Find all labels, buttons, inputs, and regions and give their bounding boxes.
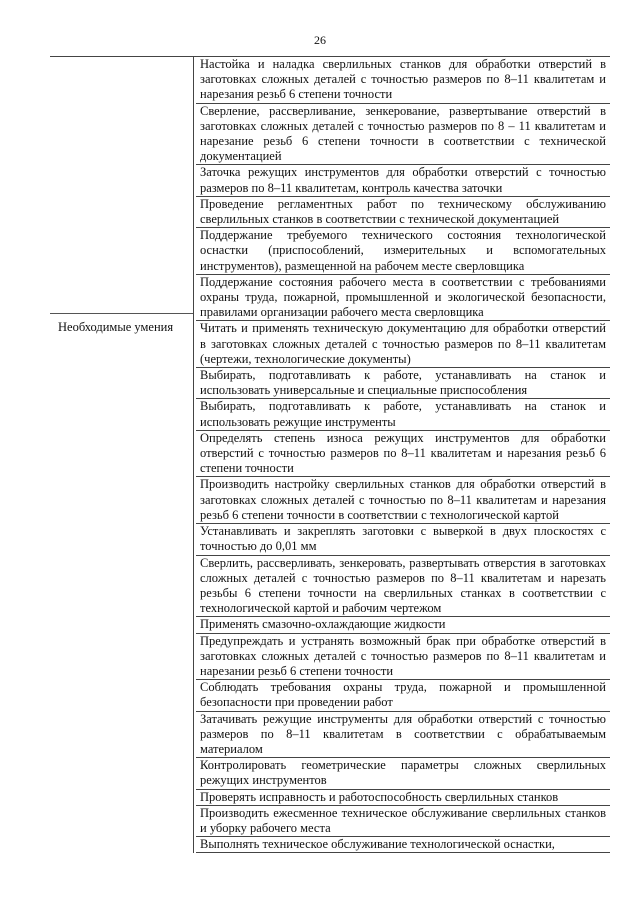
table-row: Поддержание состояния рабочего места в соответствии с требованиями охраны труда, пожарной, промышленной и экологической безопасности, правилами организации рабочего места сверловщика	[196, 275, 610, 322]
table-row: Сверлить, рассверливать, зенкеровать, развертывать отверстия в заготовках сложных деталей с точностью размеров по 8–11 квалитетам и нарезать резьбы 6 степени точности на сверлильных станках в соответствии с технологической картой и рабочим чертежом	[196, 556, 610, 618]
table-row: Выбирать, подготавливать к работе, устанавливать на станок и использовать режущие инструменты	[196, 399, 610, 430]
table-row: Читать и применять техническую документацию для обработки отверстий в заготовках сложных деталей с точностью размеров по 8–11 квалитетам (чертежи, технологические документы)	[196, 321, 610, 368]
label-column	[50, 57, 193, 853]
section-label-skills: Необходимые умения	[58, 320, 174, 334]
table-row: Определять степень износа режущих инструментов для обработки отверстий с точностью размеров по 8–11 квалитетам и нарезания резьб 6 степени точности	[196, 431, 610, 478]
table-row: Затачивать режущие инструменты для обработки отверстий с точностью размеров по 8–11 квалитетам в соответствии с обрабатываемым материалом	[196, 712, 610, 759]
table-row: Производить ежесменное техническое обслуживание сверлильных станков и уборку рабочего места	[196, 806, 610, 837]
table-row: Проведение регламентных работ по техническому обслуживанию сверлильных станков в соответствии с технической документацией	[196, 197, 610, 228]
table-row: Выбирать, подготавливать к работе, устанавливать на станок и использовать универсальные и специальные приспособления	[196, 368, 610, 399]
column-separator	[193, 57, 194, 853]
table-row: Производить настройку сверлильных станков для обработки отверстий в заготовках сложных деталей с точностью по 8–11 квалитетам и нарезания резьб 6 степени точности в соответствии с технологической картой	[196, 477, 610, 524]
table-row: Применять смазочно-охлаждающие жидкости	[196, 617, 610, 633]
table-row: Сверление, рассверливание, зенкерование, развертывание отверстий в заготовках сложных деталей с точностью размеров по 8 – 11 квалитетам и нарезание резьб 6 степени точности в соответствии с технической документацией	[196, 104, 610, 166]
table-row: Предупреждать и устранять возможный брак при обработке отверстий в заготовках сложных деталей с точностью размеров по 8–11 квалитетам и нарезании резьб 6 степени точности	[196, 634, 610, 681]
table-row: Настойка и наладка сверлильных станков для обработки отверстий в заготовках сложных деталей с точностью размеров по 8–11 квалитетам и нарезания резьб 6 степени точности	[196, 57, 610, 104]
page-number: 26	[314, 33, 326, 47]
table-row: Контролировать геометрические параметры сложных сверлильных режущих инструментов	[196, 758, 610, 789]
table-row: Выполнять техническое обслуживание технологической оснастки,	[196, 837, 610, 853]
table-row: Поддержание требуемого технического состояния технологической оснастки (приспособлений, измерительных и вспомогательных инструментов), размещенной на рабочем месте сверловщика	[196, 228, 610, 275]
table-row: Проверять исправность и работоспособность сверлильных станков	[196, 790, 610, 806]
table-rows	[196, 57, 610, 853]
section-divider	[50, 313, 193, 314]
table-row: Соблюдать требования охраны труда, пожарной и промышленной безопасности при проведении работ	[196, 680, 610, 711]
table-row: Устанавливать и закреплять заготовки с выверкой в двух плоскостях с точностью до 0,01 мм	[196, 524, 610, 555]
competency-table	[50, 56, 610, 853]
table-row: Заточка режущих инструментов для обработки отверстий с точностью размеров по 8–11 квалитетам, контроль качества заточки	[196, 165, 610, 196]
